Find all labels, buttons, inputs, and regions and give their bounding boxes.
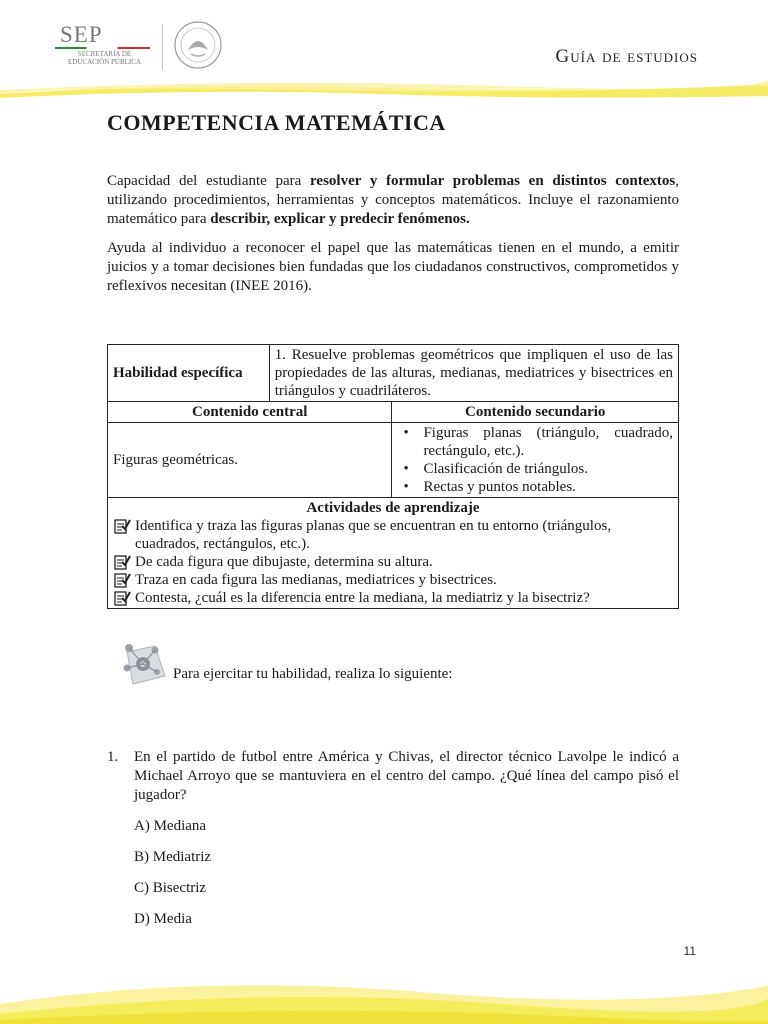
header-yellow-band xyxy=(0,78,768,100)
central-content: Figuras geométricas. xyxy=(108,423,392,498)
main-content xyxy=(107,108,679,927)
exercise-prompt: Para ejercitar tu habilidad, realiza lo siguiente: xyxy=(173,666,453,682)
exercise-prompt-row xyxy=(115,638,675,698)
activities-cell xyxy=(108,498,679,609)
intro-bold-2: describir, explicar y predecir fenómenos. xyxy=(210,211,470,227)
sep-subtitle-line1: SECRETARÍA DE xyxy=(77,50,132,58)
activity-item xyxy=(113,571,673,589)
question-1 xyxy=(107,748,679,929)
activity-item xyxy=(113,517,673,553)
activity-item xyxy=(113,553,673,571)
question-text: En el partido de futbol entre América y Chivas, el director técnico Lavolpe le indicó a Michael Arroyo que se mantuviera en el centro del campo. ¿Qué línea del campo pisó el jugador? xyxy=(134,749,679,803)
checklist-icon xyxy=(113,590,131,606)
page-header xyxy=(0,0,768,95)
footer-yellow-wave xyxy=(0,964,768,1024)
option-c: C) Bisectriz xyxy=(134,880,207,896)
activity-text: Contesta, ¿cuál es la diferencia entre la mediana, la mediatriz y la bisectriz? xyxy=(135,590,590,606)
sep-logo-stripe xyxy=(55,47,150,49)
secondary-list xyxy=(397,424,673,496)
list-item: • Figuras planas (triángulo, cuadrado, rectángulo, etc.). xyxy=(423,424,673,460)
sep-logo-subtitle xyxy=(62,50,147,66)
page-title: COMPETENCIA MATEMÁTICA xyxy=(107,110,446,135)
secondary-content xyxy=(392,423,679,498)
activity-text: Traza en cada figura las medianas, mediatrices y bisectrices. xyxy=(135,572,497,588)
logo-divider xyxy=(162,24,163,69)
secondary-header: Contenido secundario xyxy=(392,402,679,423)
option-a: A) Mediana xyxy=(134,818,207,834)
activity-text: De cada figura que dibujaste, determina su altura. xyxy=(135,554,433,570)
checklist-icon xyxy=(113,554,131,570)
activity-item xyxy=(113,589,673,607)
sep-logo-text: SEP xyxy=(60,22,103,47)
skill-table xyxy=(107,344,679,609)
intro-bold-1: resolver y formular problemas en distintos contextos xyxy=(310,173,676,189)
intro-text-2: , utilizando procedimientos, herramientas y conceptos matemáticos. Incluye el razonamiento matemático para xyxy=(107,173,679,227)
option-b: B) Mediatriz xyxy=(134,849,212,865)
sep-subtitle-line2: EDUCACIÓN PÚBLICA xyxy=(68,58,141,66)
skill-text: 1. Resuelve problemas geométricos que impliquen el uso de las propiedades de las alturas, medianas, mediatrices y bisectrices en triángulos y cuadriláteros. xyxy=(269,345,678,402)
option-d: D) Media xyxy=(134,911,192,927)
guide-title: Guía de estudios xyxy=(555,46,698,67)
question-number: 1. xyxy=(107,749,119,765)
network-gears-icon xyxy=(115,638,170,688)
activities-header: Actividades de aprendizaje xyxy=(306,500,480,516)
intro-paragraph xyxy=(107,172,679,229)
national-seal-icon xyxy=(173,20,223,70)
second-paragraph: Ayuda al individuo a reconocer el papel que las matemáticas tienen en el mundo, a emitir juicios y a tomar decisiones bien fundadas que los ciudadanos constructivos, comprometidos y reflexivos necesitan (INEE 2016). xyxy=(107,240,679,294)
page-number: 11 xyxy=(683,944,696,958)
list-item: • Clasificación de triángulos. xyxy=(423,460,673,478)
skill-label: Habilidad específica xyxy=(108,345,270,402)
central-header: Contenido central xyxy=(108,402,392,423)
checklist-icon xyxy=(113,518,131,534)
list-item: • Rectas y puntos notables. xyxy=(423,478,673,496)
intro-text-1: Capacidad del estudiante para xyxy=(107,173,311,189)
activity-text: Identifica y traza las figuras planas que se encuentran en tu entorno (triángulos, cuadrados, rectángulos, etc.). xyxy=(135,518,612,552)
checklist-icon xyxy=(113,572,131,588)
